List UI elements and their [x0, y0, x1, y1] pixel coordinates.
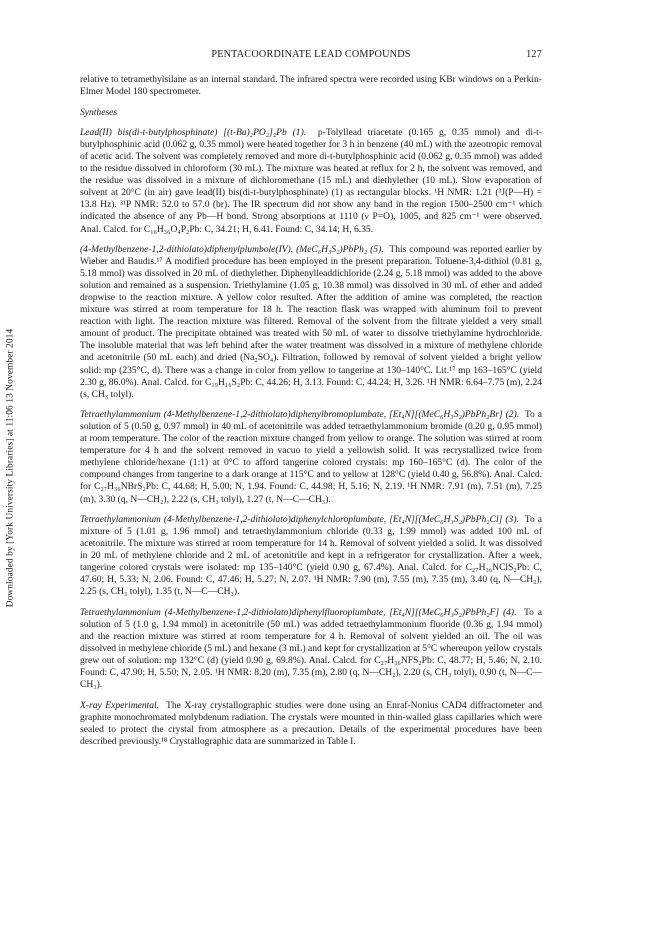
section-heading: Syntheses: [80, 106, 118, 118]
compound-3-paragraph: [80, 514, 542, 598]
compound-4-paragraph: [80, 607, 542, 691]
compound-2-text: To a solution of 5 (0.50 g, 0.97 mmol) in 40 mL of acetonitrile was added tetraethylammonium bromide (0.20 g, 0.95 mmol) at room temperature. The color of the reaction mixture changed from yellow to orange. The solution was stirred at room temperature for 4 h and the solvent removed in vacuo to yield a yellowish solid. It was recrystallized twice from methylene chloride/hexane (1:1) at 0°C to afford tangerine colored crystals: mp 160–165°C (d). The color of the compound changes from tangerine to a dark orange at 115°C and to yellow at 128°C (yield 0.40 g, 56.8%). Anal. Calcd. for C₂₇H₃₆NBrS₂Pb: C, 44.68; H, 5.00; N, 1.94. Found: C, 44.98; H, 5.16; N, 2.19. ¹H NMR: 7.91 (m), 7.51 (m), 7.25 (m), 3.30 (q, N—CH₂), 2.22 (s, CH₃ tolyl), 1.27 (t, N—C—CH₃).: [80, 409, 542, 505]
compound-1-text: p-Tolyllead triacetate (0.165 g, 0.35 mmol) and di-t-butylphosphinic acid (0.062 g, 0.35 mmol) were heated together for 3 h in benzene (40 mL) with the azeotropic removal of acetic acid. The solvent was completely removed and more di-t-butylphosphinic acid (0.062 g, 0.35 mmol) was added to the residue dissolved in chloroform (30 mL). The mixture was heated at reflux for 2 h, the solvent was removed, and the residue was dissolved in a mixture of dichloromethane (15 mL) and diethylether (10 mL). Slow evaporation of solvent at 20°C (in air) gave lead(II) bis(di-t-butylphosphinate) (1) as rectangular blocks. ¹H NMR: 1.21 (³J(P—H) = 13.8 Hz). ³¹P NMR: 52.0 to 57.0 (br). The IR spectrum did not show any band in the region 1500–2500 cm⁻¹ which indicated the absence of any Pb—H bond. Strong absorptions at 1110 (ν P=O), 1005, and 825 cm⁻¹ were observed. Anal. Calcd. for C₁₆H₃₆O₄P₂Pb: C, 34.21; H, 6.41. Found: C, 34.14; H, 6.35.: [80, 127, 542, 235]
compound-4-text: To a solution of 5 (1.0 g, 1.94 mmol) in acetonitrile (50 mL) was added tetraethylammonium fluoride (0.36 g, 1.94 mmol) and the reaction mixture was stirred at room temperature for 4 h. Removal of solvent yielded an oil. The oil was dissolved in methylene chloride (5 mL) and hexane (3 mL) and kept for crystallization at 5°C whereupon yellow crystals grew out of solution: mp 132°C (d) (yield 0.90 g, 69.8%). Anal. Calcd. for C₂₇H₃₆NFS₂Pb: C, 48.77; H, 5.46; N, 2.10. Found: C, 47.90; H, 5.50; N, 2.05. ¹H NMR: 8.20 (m), 7.35 (m), 2.80 (q, N—CH₂), 2.20 (s, CH₃ tolyl), 0.90 (t, N—C—CH₃).: [80, 606, 543, 691]
compound-5-text: This compound was reported earlier by Wieber and Baudis.¹⁷ A modified procedure has been employed in the present preparation. Toluene-3,4-dithiol (0.81 g, 5.18 mmol) was dissolved in 20 mL of diethylether. Diphenylleaddichloride (2.24 g, 5.18 mmol) was added to the above solution and remained as a suspension. Triethylamine (1.05 g, 10.38 mmol) was dissolved in 30 mL of ether and added dropwise to the reaction mixture. A yellow color resulted. After the addition of amine was completed, the reaction mixture was stirred at room temperature for 18 h. The reaction flask was wrapped with aluminum foil to prevent reaction with light. The reaction mixture was filtered. Removal of the solvent from the filtrate yielded a very small amount of product. The precipitate obtained was treated with 50 mL of water to dissolve triethylamine hydrochloride. The insoluble material that was left behind after the water treatment was dissolved in a mixture of methylene chloride and acetonitrile (50 mL each) and dried (Na₂SO₄). Filtration, followed by removal of solvent yielded a bright yellow solid: mp (235°C, d). There was a change in color from yellow to tangerine at 130–140°C. Lit.¹⁷ mp 163–165°C (yield 2.30 g, 86.0%). Anal. Calcd. for C₁₉H₁₆S₂Pb: C, 44.26; H, 3.13. Found: C, 44.24; H, 3.26. ¹H NMR: 6.64–7.75 (m), 2.24 (s, CH₃ tolyl).: [80, 244, 542, 400]
compound-5-name: (4-Methylbenzene-1,2-dithiolato)diphenylplumbole(IV), (MeC₆H₃S₂)PbPh₂ (5).: [80, 244, 384, 256]
compound-5-paragraph: [80, 244, 542, 401]
compound-1-name: Lead(II) bis(di-t-butylphosphinate) [(t-Bu)₂PO₂]₂Pb (1).: [80, 127, 307, 139]
xray-heading: X-ray Experimental.: [80, 699, 160, 711]
compound-3-name: Tetraethylammonium (4-Methylbenzene-1,2-dithiolato)diphenylchloroplumbate, [Et₄N][(MeC₆H₃S₂)PbPh₂Cl] (3).: [80, 514, 519, 526]
download-notice: [0, 0, 20, 936]
running-title: PENTACOORDINATE LEAD COMPOUNDS: [211, 49, 411, 60]
compound-2-name: Tetraethylammonium (4-Methylbenzene-1,2-dithiolato)diphenylbromoplumbate, [Et₄N][(MeC₆H₃S₂)PbPh₂Br] (2).: [80, 409, 520, 421]
running-header: [80, 49, 542, 63]
compound-2-paragraph: [80, 409, 542, 505]
article-body: [80, 74, 542, 756]
download-notice-text: Downloaded by [York University Libraries] at 11:06 13 November 2014: [5, 328, 15, 608]
compound-3-text: To a mixture of 5 (1.01 g, 1.96 mmol) and tetraethylammonium chloride (0.33 g, 1.99 mmol) was added 100 mL of acetonitrile. The mixture was stirred at room temperature for 14 h. Removal of solvent yielded a solid. It was dissolved in 20 mL of methylene chloride and 2 mL of acetonitrile and kept in a refrigerator for crystallization. After a week, tangerine colored crystals were isolated: mp 135–140°C (yield 0.90 g, 67.4%). Anal. Calcd. for C₂₇H₃₆NClS₂Pb: C, 47.60; H, 5.33; N, 2.06. Found: C, 47.46; H, 5.27; N, 2.07. ¹H NMR: 7.90 (m), 7.55 (m), 7.35 (m), 3.40 (q, N—CH₂), 2.25 (s, CH₃ tolyl), 1.35 (t, N—C—CH₃).: [80, 514, 543, 598]
intro-paragraph: relative to tetramethylsilane as an internal standard. The infrared spectra were recorded using KBr windows on a Perkin-Elmer Model 180 spectrometer.: [80, 74, 542, 98]
xray-text: The X-ray crystallographic studies were done using an Enraf-Nonius CAD4 diffractometer and graphite monochromated molybdenum radiation. The crystals were mounted in thin-walled glass capillaries which were sealed to protect the crystal from atmosphere as a precaution. Details of the experimental procedures have been described previously.¹⁸ Crystallographic data are summarized in Table I.: [80, 699, 542, 747]
page-number: 127: [526, 49, 542, 60]
compound-4-name: Tetraethylammonium (4-Methylbenzene-1,2-dithiolato)diphenylfluoroplumbate, [Et₄N][(MeC₆H₃S₂)PbPh₂F] (4).: [80, 606, 517, 618]
compound-1-paragraph: [80, 127, 542, 235]
xray-paragraph: [80, 700, 542, 748]
